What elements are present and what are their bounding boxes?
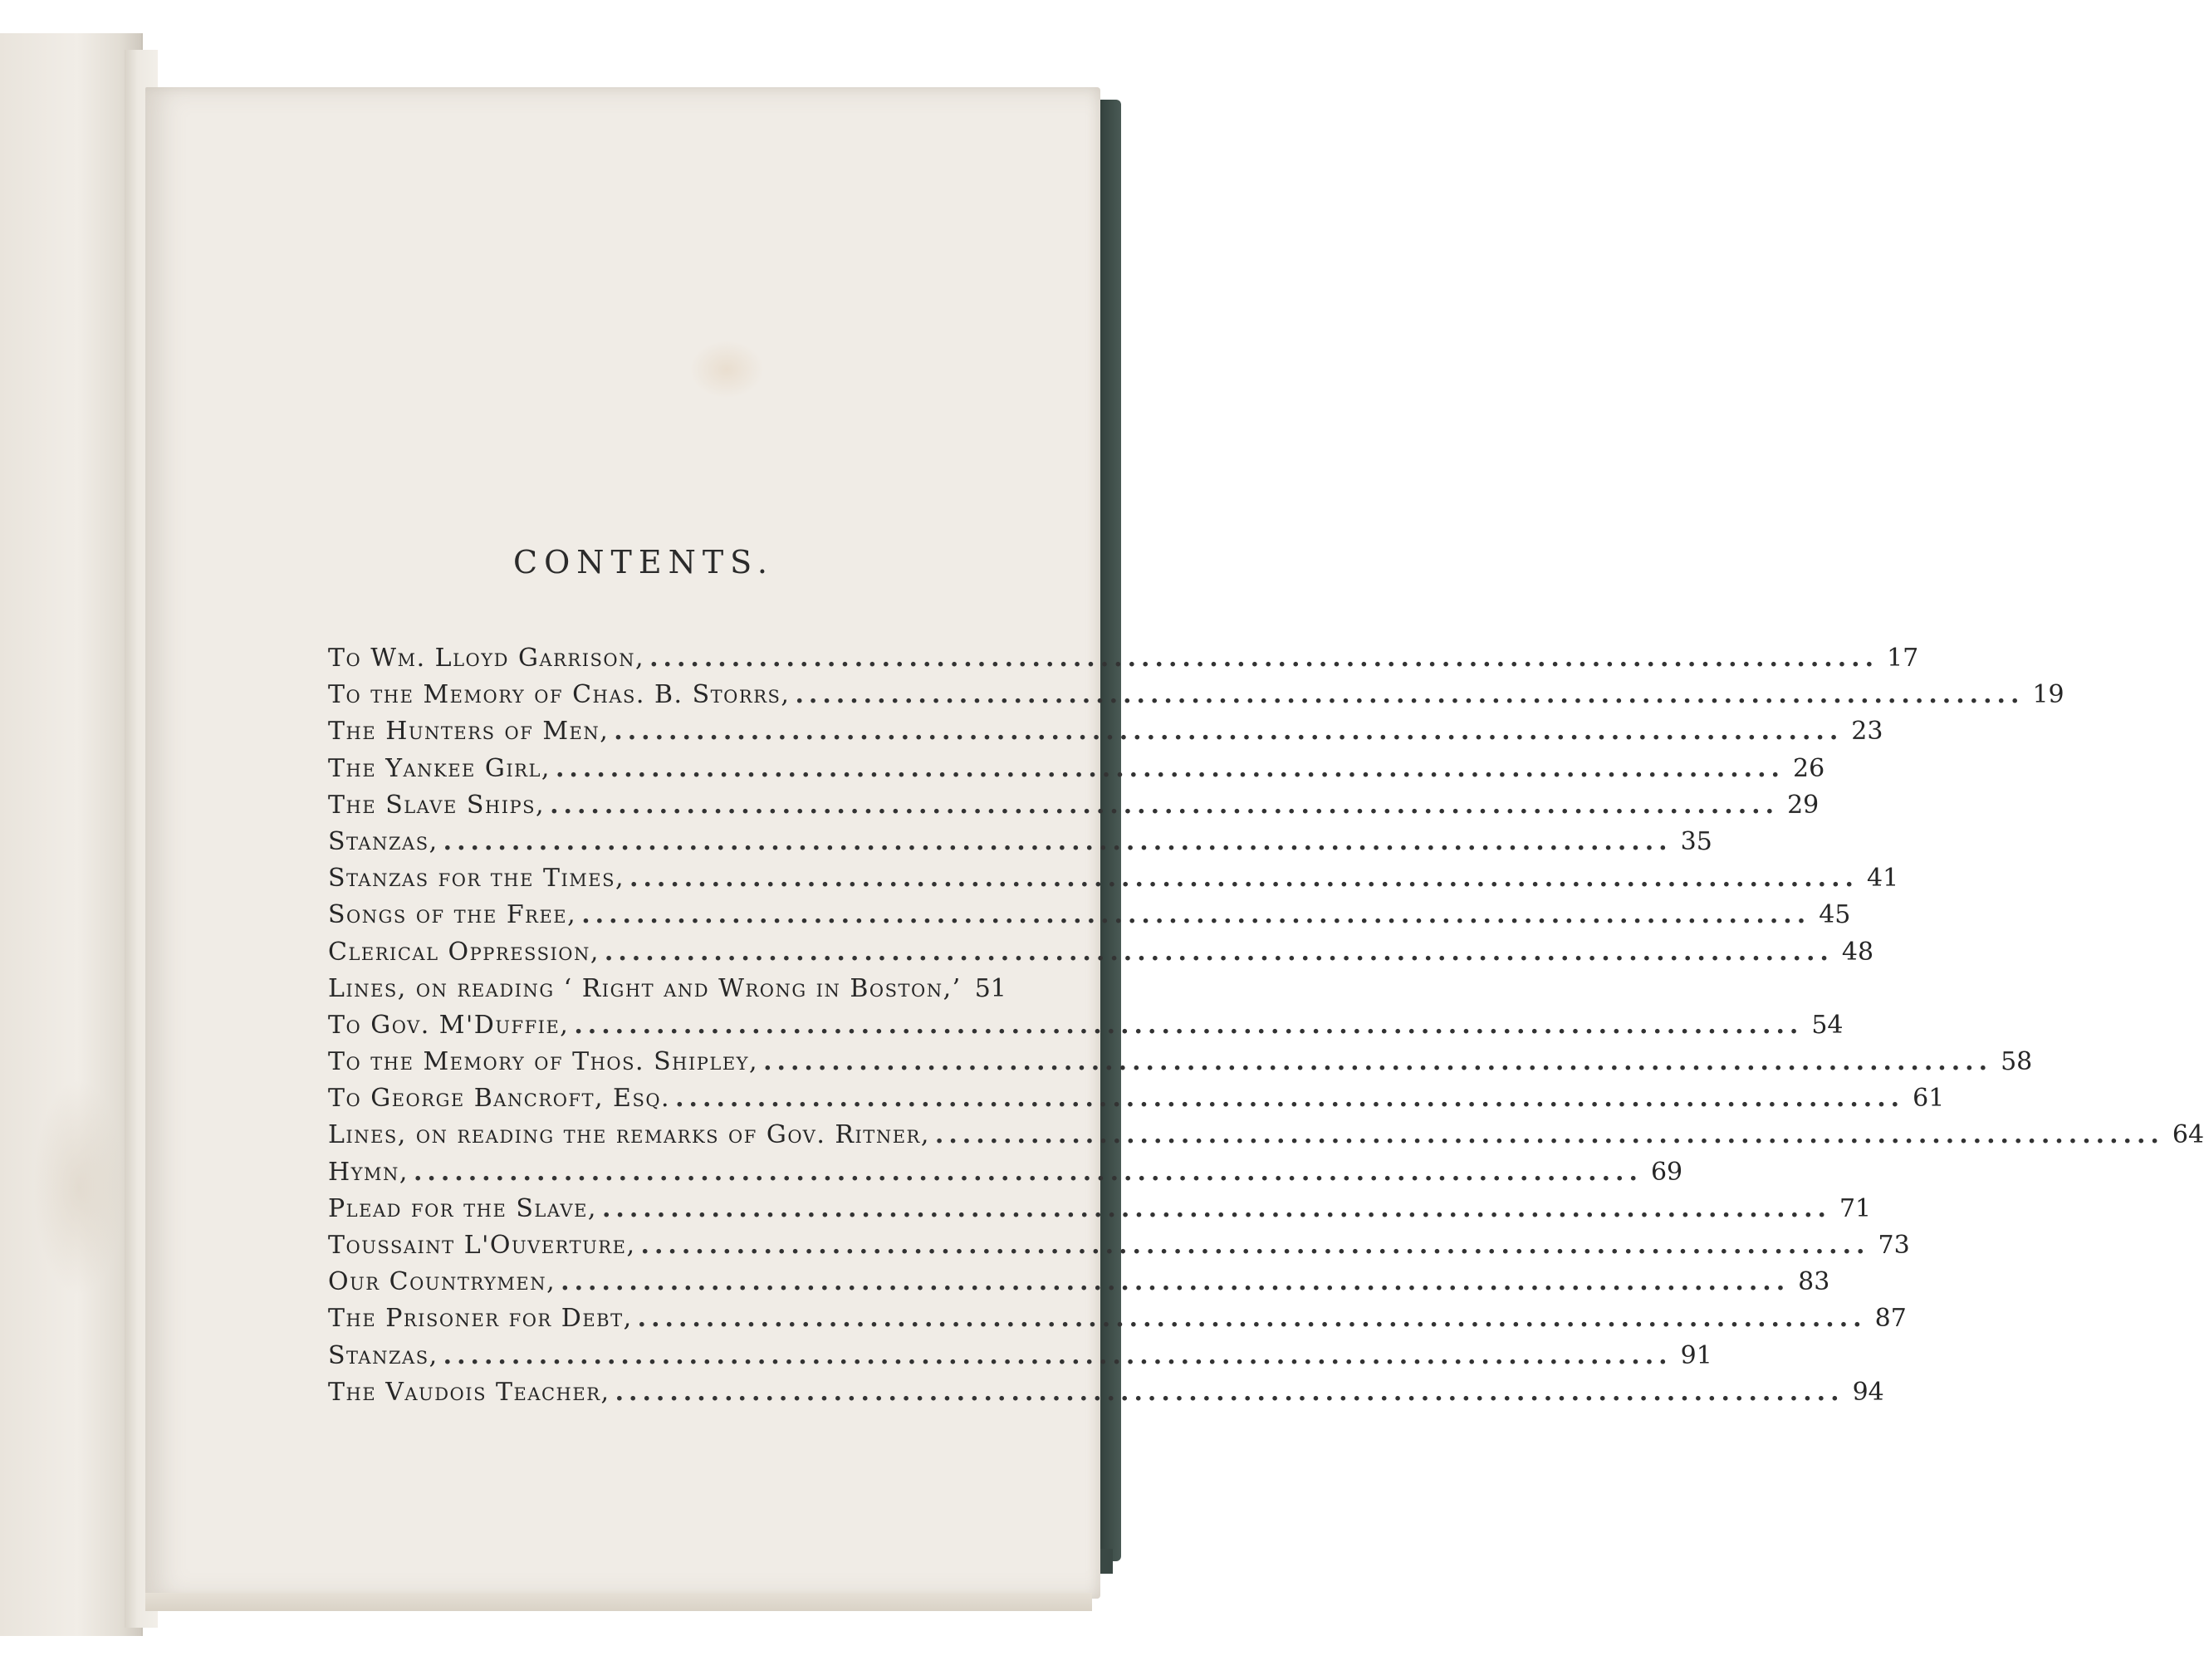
dot-leader: .......................................................................................... [581,900,1811,930]
entry-page-number: 71 [1839,1193,1872,1223]
entry-page-number: 91 [1680,1340,1712,1370]
entry-page-number: 51 [974,973,1006,1003]
contents-entry [328,1157,1683,1194]
page-stain [33,1080,125,1296]
entry-page-number: 73 [1878,1231,1910,1260]
contents-entry [328,826,1712,864]
dot-leader: .......................................................................................... [934,1120,2164,1150]
entry-page-number: 69 [1650,1157,1683,1187]
contents-entry [328,753,1825,791]
contents-entry [328,864,1899,900]
dot-leader: .......................................................................................... [555,753,1785,783]
dot-leader: .......................................................................................... [637,1304,1867,1334]
contents-heading: CONTENTS. [513,544,774,580]
entry-title: Stanzas, [328,1340,438,1370]
entry-title: The Prisoner for Debt, [328,1304,633,1334]
entry-title: Lines, on reading the remarks of Gov. Ritner, [328,1120,930,1150]
entry-title: Toussaint L'Ouverture, [328,1231,636,1260]
entry-title: To Gov. M'Duffie, [328,1010,570,1040]
contents-entry [328,717,1883,753]
entry-page-number: 61 [1913,1084,1945,1114]
dot-leader: .......................................................................................... [629,864,1859,894]
contents-entry [328,1120,2204,1157]
entry-title: Our Countrymen, [328,1267,556,1297]
contents-entry [328,1377,1884,1414]
left-page [0,33,143,1636]
contents-entry [328,1267,1830,1304]
entry-page-number: 58 [2001,1047,2033,1077]
contents-entry [328,1193,1872,1231]
entry-title: To Wm. Lloyd Garrison, [328,644,645,673]
dot-leader: .......................................................................................... [561,1267,1790,1297]
entry-page-number: 54 [1811,1010,1844,1040]
contents-entry [328,973,1006,1011]
entry-page-number: 41 [1867,864,1899,894]
dot-leader: .......................................................................................... [675,1084,1905,1114]
dot-leader: .......................................................................................... [550,790,1780,820]
entry-page-number: 48 [1841,937,1874,967]
dot-leader: .......................................................................................... [601,1193,1831,1223]
contents-entry [328,1304,1907,1340]
contents-entry [328,644,1919,680]
foxing-spot [689,340,764,399]
dot-leader: .......................................................................................... [413,1157,1643,1187]
entry-page-number: 23 [1851,717,1883,747]
entry-title: Plead for the Slave, [328,1193,597,1223]
entry-page-number: 64 [2172,1120,2204,1150]
entry-page-number: 35 [1680,826,1712,856]
contents-entry [328,680,2064,717]
entry-page-number: 94 [1852,1377,1884,1407]
entry-title: Hymn, [328,1157,409,1187]
entry-title: Clerical Oppression, [328,937,600,967]
dot-leader: .......................................................................................... [640,1231,1870,1260]
entry-title: Songs of the Free, [328,900,577,930]
dot-leader: .......................................................................................... [614,717,1844,747]
entry-title: The Yankee Girl, [328,753,551,783]
dot-leader: .......................................................................................... [604,937,1834,967]
dot-leader: .......................................................................................... [649,644,1879,673]
entry-title: To George Bancroft, Esq. [328,1084,671,1114]
contents-entry [328,1231,1910,1267]
contents-entry [328,1340,1712,1378]
contents-entry [328,1010,1844,1047]
entry-title: The Hunters of Men, [328,717,610,747]
entry-title: The Slave Ships, [328,790,546,820]
entry-page-number: 83 [1798,1267,1830,1297]
entry-title: Stanzas for the Times, [328,864,625,894]
entry-page-number: 29 [1787,790,1820,820]
page-bottom-edge [145,1593,1092,1611]
entry-title: Lines, on reading ‘ Right and Wrong in Boston,’ [328,973,962,1003]
dot-leader: .......................................................................................... [763,1047,1993,1077]
dot-leader: .......................................................................................... [574,1010,1804,1040]
contents-entry [328,1084,1945,1120]
contents-entry [328,900,1851,937]
contents-entry [328,937,1874,974]
entry-title: The Vaudois Teacher, [328,1377,610,1407]
dot-leader: .......................................................................................... [443,826,1673,856]
entry-page-number: 19 [2032,680,2064,710]
entry-page-number: 87 [1874,1304,1907,1334]
dot-leader: .......................................................................................... [615,1377,1844,1407]
entry-page-number: 45 [1819,900,1851,930]
contents-entry [328,790,1820,827]
contents-list [328,644,2204,1414]
entry-title: To the Memory of Thos. Shipley, [328,1047,759,1077]
dot-leader: .......................................................................................... [443,1340,1673,1370]
entry-page-number: 17 [1887,644,1919,673]
entry-title: To the Memory of Chas. B. Storrs, [328,680,791,710]
entry-page-number: 26 [1792,753,1825,783]
dot-leader: .......................................................................................... [795,680,2025,710]
entry-title: Stanzas, [328,826,438,856]
contents-entry [328,1047,2033,1084]
